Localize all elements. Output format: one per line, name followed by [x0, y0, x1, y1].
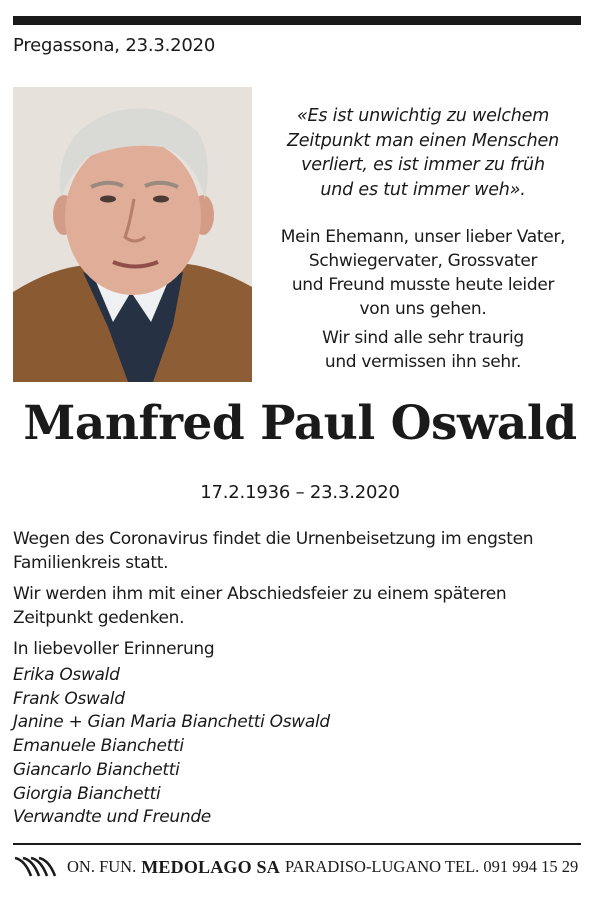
quote-line: Zeitpunkt man einen Menschen: [287, 130, 559, 151]
burial-notice: Wegen des Coronavirus findet die Urnenbeisetzung im engsten Familienkreis statt.: [13, 529, 534, 573]
quote-block: [270, 104, 576, 202]
body-text: [13, 528, 588, 670]
announcement-line: von uns gehen.: [359, 299, 487, 319]
closing-line: In liebevoller Erinnerung: [13, 639, 215, 659]
funeral-home-footer: [13, 852, 583, 882]
footer-prefix: ON. FUN.: [67, 857, 137, 876]
portrait-photo: [13, 87, 252, 382]
agency-contact: PARADISO-LUGANO TEL. 091 994 15 29: [284, 857, 579, 876]
bottom-rule: [13, 843, 581, 845]
sorrow-block: [270, 326, 576, 374]
mourner-name: Verwandte und Freunde: [13, 807, 211, 828]
top-rule: [13, 16, 581, 25]
quote-line: und es tut immer weh».: [320, 179, 526, 200]
sorrow-line: Wir sind alle sehr traurig: [322, 328, 524, 348]
life-dates: 17.2.1936 – 23.3.2020: [200, 482, 400, 503]
mourner-name: Janine + Gian Maria Bianchetti Oswald: [13, 712, 330, 733]
sorrow-line: und vermissen ihn sehr.: [324, 352, 522, 372]
mourner-name: Frank Oswald: [13, 688, 125, 709]
funeral-home-logo-icon: [13, 856, 59, 878]
mourner-name: Giancarlo Bianchetti: [13, 759, 180, 780]
announcement-line: Schwiegervater, Grossvater: [308, 251, 538, 271]
place-date: Pregassona, 23.3.2020: [13, 35, 216, 56]
announcement-line: Mein Ehemann, unser lieber Vater,: [280, 227, 566, 247]
mourners-list: [13, 664, 588, 830]
quote-line: «Es ist unwichtig zu welchem: [296, 106, 550, 126]
farewell-notice: Wir werden ihm mit einer Abschiedsfeier zu einem späteren Zeitpunkt gedenken.: [13, 584, 507, 628]
mourner-name: Erika Oswald: [13, 665, 120, 685]
mourner-name: Giorgia Bianchetti: [13, 783, 161, 804]
agency-name: MEDOLAGO SA: [141, 856, 280, 877]
quote-line: verliert, es ist immer zu früh: [301, 155, 545, 175]
mourner-name: Emanuele Bianchetti: [13, 736, 184, 757]
announcement-line: und Freund musste heute leider: [291, 275, 555, 295]
deceased-name: Manfred Paul Oswald: [23, 396, 577, 451]
announcement-block: [270, 225, 576, 321]
